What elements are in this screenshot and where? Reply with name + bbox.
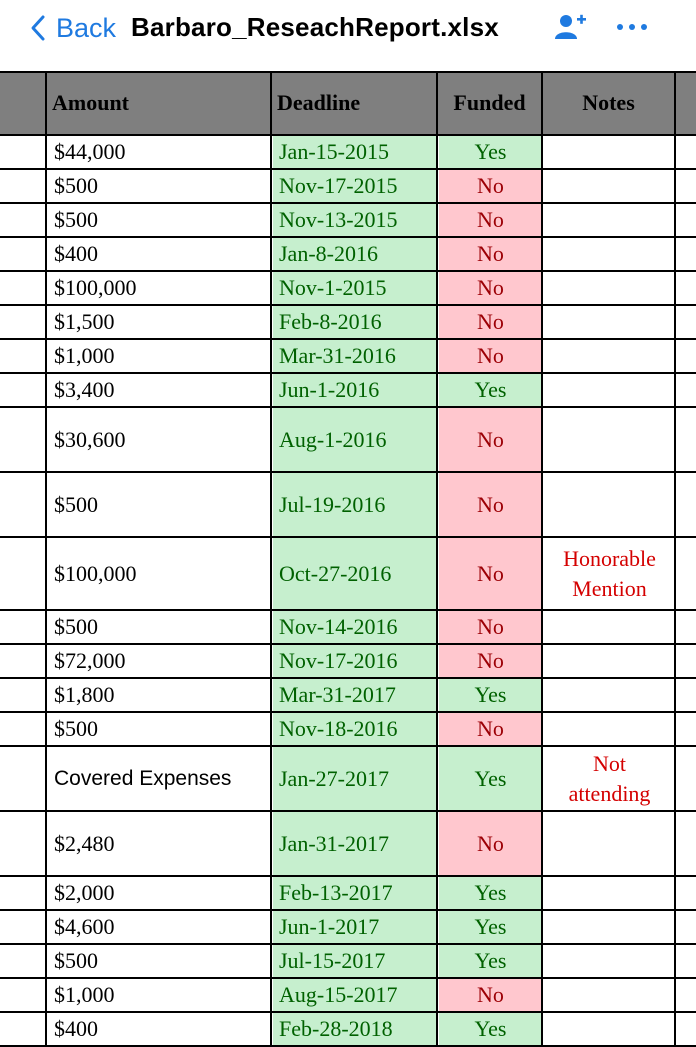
cell-notes[interactable]	[544, 645, 675, 677]
deadline-value: Mar-31-2017	[279, 682, 396, 707]
row-gridline	[0, 810, 696, 812]
cell-amount[interactable]	[48, 408, 271, 471]
amount-value: $500	[54, 716, 98, 741]
cell-deadline[interactable]	[273, 645, 437, 677]
column-header-amount[interactable]: Amount	[52, 89, 130, 115]
cell-amount[interactable]	[48, 611, 271, 643]
cell-notes[interactable]	[544, 679, 675, 711]
cell-notes[interactable]	[544, 713, 675, 745]
amount-value: $72,000	[54, 648, 126, 673]
column-gridline	[674, 71, 676, 1047]
cell-funded[interactable]	[439, 645, 542, 677]
ellipsis-icon[interactable]	[614, 16, 650, 38]
funded-value: Yes	[474, 682, 507, 707]
cell-deadline[interactable]	[273, 136, 437, 168]
cell-deadline[interactable]	[273, 1013, 437, 1045]
cell-notes[interactable]	[544, 473, 675, 536]
deadline-value: Nov-14-2016	[279, 614, 398, 639]
cell-funded[interactable]	[439, 747, 542, 810]
cell-amount[interactable]	[48, 1013, 271, 1045]
cell-funded[interactable]	[439, 945, 542, 977]
cell-funded[interactable]	[439, 272, 542, 304]
deadline-value: Jul-19-2016	[279, 491, 386, 517]
cell-funded[interactable]	[439, 713, 542, 745]
row-gridline	[0, 711, 696, 713]
cell-amount[interactable]	[48, 713, 271, 745]
cell-deadline[interactable]	[273, 747, 437, 810]
cell-deadline[interactable]	[273, 945, 437, 977]
deadline-value: Mar-31-2016	[279, 343, 396, 368]
row-gridline	[0, 270, 696, 272]
note-text: Honorable Mention	[563, 545, 656, 601]
note-text: Not attending	[568, 750, 651, 806]
cell-notes[interactable]	[544, 747, 675, 810]
deadline-value: Jun-1-2017	[279, 914, 380, 939]
cell-amount[interactable]	[48, 979, 271, 1011]
cell-notes[interactable]	[544, 204, 675, 236]
deadline-value: Nov-17-2016	[279, 648, 398, 673]
funded-value: No	[477, 241, 504, 266]
cell-amount[interactable]	[48, 136, 271, 168]
cell-deadline[interactable]	[273, 340, 437, 372]
column-gridline	[270, 71, 272, 1047]
cell-funded[interactable]	[439, 1013, 542, 1045]
row-gridline	[0, 134, 696, 136]
deadline-value: Nov-18-2016	[279, 716, 398, 741]
amount-value: $1,000	[54, 982, 115, 1007]
amount-value: $4,600	[54, 914, 115, 939]
row-gridline	[0, 338, 696, 340]
back-button[interactable]	[30, 10, 116, 46]
row-gridline	[0, 236, 696, 238]
cell-notes[interactable]	[544, 170, 675, 202]
navigation-bar	[0, 0, 696, 65]
column-gridline	[436, 71, 438, 1047]
amount-value: Covered Expenses	[54, 766, 232, 790]
cell-notes[interactable]	[544, 408, 675, 471]
funded-value: No	[477, 343, 504, 368]
deadline-value: Jun-1-2016	[279, 377, 380, 402]
funded-value: No	[477, 830, 504, 856]
amount-value: $100,000	[54, 275, 137, 300]
cell-deadline[interactable]	[273, 473, 437, 536]
deadline-value: Nov-17-2015	[279, 173, 398, 198]
cell-funded[interactable]	[439, 979, 542, 1011]
row-gridline	[0, 977, 696, 979]
cell-deadline[interactable]	[273, 272, 437, 304]
deadline-value: Feb-8-2016	[279, 309, 382, 334]
cell-amount[interactable]	[48, 272, 271, 304]
cell-deadline[interactable]	[273, 812, 437, 875]
cell-funded[interactable]	[439, 340, 542, 372]
cell-deadline[interactable]	[273, 611, 437, 643]
amount-value: $1,500	[54, 309, 115, 334]
cell-notes[interactable]	[544, 979, 675, 1011]
cell-amount[interactable]	[48, 747, 271, 810]
cell-deadline[interactable]	[273, 238, 437, 270]
cell-notes[interactable]	[544, 340, 675, 372]
cell-funded[interactable]	[439, 538, 542, 609]
amount-value: $100,000	[54, 560, 137, 586]
deadline-value: Jan-27-2017	[279, 765, 389, 791]
cell-notes[interactable]	[544, 812, 675, 875]
row-gridline	[0, 202, 696, 204]
funded-value: No	[477, 716, 504, 741]
cell-deadline[interactable]	[273, 408, 437, 471]
amount-value: $3,400	[54, 377, 115, 402]
row-gridline	[0, 677, 696, 679]
funded-value: No	[477, 275, 504, 300]
deadline-value: Oct-27-2016	[279, 560, 392, 586]
cell-notes[interactable]	[544, 272, 675, 304]
cell-deadline[interactable]	[273, 204, 437, 236]
row-gridline	[0, 1011, 696, 1013]
cell-deadline[interactable]	[273, 877, 437, 909]
deadline-value: Aug-15-2017	[279, 982, 398, 1007]
column-header-deadline[interactable]: Deadline	[277, 89, 361, 115]
deadline-value: Nov-1-2015	[279, 275, 387, 300]
cell-funded[interactable]	[439, 238, 542, 270]
deadline-value: Jan-15-2015	[279, 139, 389, 164]
column-gridline	[541, 71, 543, 1047]
cell-notes[interactable]	[544, 374, 675, 406]
cell-deadline[interactable]	[273, 306, 437, 338]
funded-value: Yes	[474, 765, 507, 791]
cell-funded[interactable]	[439, 679, 542, 711]
cell-deadline[interactable]	[273, 538, 437, 609]
cell-amount[interactable]	[48, 812, 271, 875]
deadline-value: Jan-8-2016	[279, 241, 378, 266]
column-header-notes[interactable]: Notes	[582, 89, 635, 115]
funded-value: No	[477, 560, 504, 586]
row-gridline	[0, 372, 696, 374]
cell-funded[interactable]	[439, 911, 542, 943]
back-label: Back	[56, 12, 117, 43]
cell-amount[interactable]	[48, 340, 271, 372]
amount-value: $44,000	[54, 139, 126, 164]
cell-notes[interactable]	[544, 238, 675, 270]
row-gridline	[0, 943, 696, 945]
cell-amount[interactable]	[48, 473, 271, 536]
cell-funded[interactable]	[439, 473, 542, 536]
amount-value: $30,600	[54, 426, 126, 452]
cell-amount[interactable]	[48, 204, 271, 236]
row-gridline	[0, 643, 696, 645]
row-gridline	[0, 168, 696, 170]
funded-value: No	[477, 173, 504, 198]
cell-deadline[interactable]	[273, 679, 437, 711]
row-gridline	[0, 609, 696, 611]
funded-value: No	[477, 309, 504, 334]
cell-funded[interactable]	[439, 136, 542, 168]
cell-amount[interactable]	[48, 306, 271, 338]
amount-value: $400	[54, 1016, 98, 1041]
cell-deadline[interactable]	[273, 979, 437, 1011]
deadline-value: Jan-31-2017	[279, 830, 389, 856]
cell-funded[interactable]	[439, 877, 542, 909]
amount-value: $1,800	[54, 682, 115, 707]
column-gridline	[45, 71, 47, 1047]
cell-funded[interactable]	[439, 204, 542, 236]
row-gridline	[0, 875, 696, 877]
amount-value: $2,000	[54, 880, 115, 905]
row-gridline	[0, 71, 696, 73]
cell-amount[interactable]	[48, 538, 271, 609]
cell-notes[interactable]	[544, 136, 675, 168]
row-gridline	[0, 536, 696, 538]
amount-value: $500	[54, 614, 98, 639]
funded-value: No	[477, 982, 504, 1007]
deadline-value: Jul-15-2017	[279, 948, 386, 973]
deadline-value: Feb-28-2018	[279, 1016, 393, 1041]
amount-value: $500	[54, 491, 98, 517]
file-name-title: Barbaro_ReseachReport.xlsx	[131, 12, 499, 42]
cell-amount[interactable]	[48, 877, 271, 909]
cell-amount[interactable]	[48, 645, 271, 677]
amount-value: $1,000	[54, 343, 115, 368]
cell-amount[interactable]	[48, 170, 271, 202]
funded-value: Yes	[474, 139, 507, 164]
cell-deadline[interactable]	[273, 374, 437, 406]
cell-notes[interactable]	[544, 611, 675, 643]
deadline-value: Aug-1-2016	[279, 426, 387, 452]
spreadsheet-grid[interactable]	[0, 64, 696, 1041]
cell-notes[interactable]	[544, 1013, 675, 1045]
funded-value: No	[477, 491, 504, 517]
deadline-value: Feb-13-2017	[279, 880, 393, 905]
row-gridline	[0, 909, 696, 911]
funded-value: No	[477, 648, 504, 673]
cell-funded[interactable]	[439, 374, 542, 406]
funded-value: No	[477, 207, 504, 232]
cell-notes[interactable]	[544, 945, 675, 977]
cell-amount[interactable]	[48, 238, 271, 270]
cell-amount[interactable]	[48, 911, 271, 943]
cell-deadline[interactable]	[273, 170, 437, 202]
cell-amount[interactable]	[48, 374, 271, 406]
funded-value: Yes	[474, 880, 507, 905]
row-gridline	[0, 304, 696, 306]
amount-value: $400	[54, 241, 98, 266]
cell-amount[interactable]	[48, 679, 271, 711]
funded-value: No	[477, 614, 504, 639]
cell-amount[interactable]	[48, 945, 271, 977]
row-gridline	[0, 745, 696, 747]
cell-notes[interactable]	[544, 877, 675, 909]
cell-notes[interactable]	[544, 911, 675, 943]
cell-funded[interactable]	[439, 306, 542, 338]
cell-funded[interactable]	[439, 611, 542, 643]
funded-value: Yes	[474, 377, 507, 402]
cell-deadline[interactable]	[273, 713, 437, 745]
funded-value: Yes	[474, 948, 507, 973]
funded-value: No	[477, 426, 504, 452]
amount-value: $2,480	[54, 830, 115, 856]
header-row	[0, 71, 696, 134]
funded-value: Yes	[474, 1016, 507, 1041]
cell-deadline[interactable]	[273, 911, 437, 943]
deadline-value: Nov-13-2015	[279, 207, 398, 232]
add-person-icon[interactable]	[553, 12, 587, 42]
cell-notes[interactable]	[544, 306, 675, 338]
chevron-left-icon	[30, 15, 46, 41]
cell-funded[interactable]	[439, 812, 542, 875]
row-gridline	[0, 471, 696, 473]
cell-notes[interactable]	[544, 538, 675, 609]
amount-value: $500	[54, 207, 98, 232]
cell-funded[interactable]	[439, 170, 542, 202]
amount-value: $500	[54, 948, 98, 973]
column-header-funded[interactable]: Funded	[453, 89, 526, 115]
amount-value: $500	[54, 173, 98, 198]
row-gridline	[0, 406, 696, 408]
cell-funded[interactable]	[439, 408, 542, 471]
funded-value: Yes	[474, 914, 507, 939]
